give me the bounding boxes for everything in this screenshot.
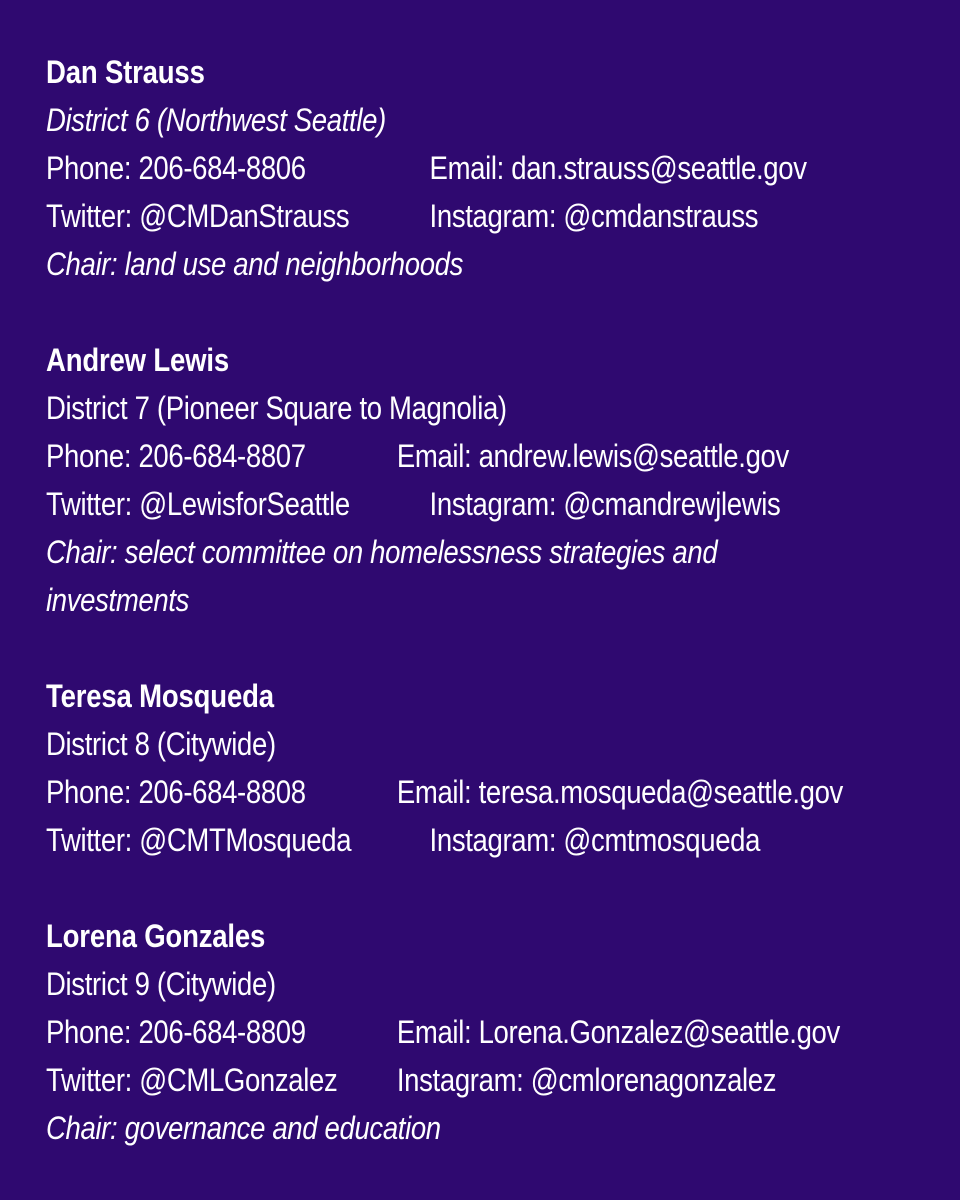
member-chair: Chair: land use and neighborhoods — [46, 246, 464, 282]
member-andrew-lewis — [46, 336, 960, 624]
member-phone: Phone: 206-684-8808 — [46, 774, 306, 810]
member-twitter: Twitter: @LewisforSeattle — [46, 486, 350, 522]
member-instagram: Instagram: @cmdanstrauss — [429, 198, 759, 234]
contact-row-phone-email — [46, 432, 832, 480]
member-twitter: Twitter: @CMDanStrauss — [46, 198, 350, 234]
contact-row-social — [46, 1056, 832, 1104]
member-instagram: Instagram: @cmandrewjlewis — [429, 486, 781, 522]
member-twitter: Twitter: @CMTMosqueda — [46, 822, 352, 858]
member-phone: Phone: 206-684-8807 — [46, 438, 306, 474]
contact-row-social — [46, 192, 832, 240]
member-teresa-mosqueda — [46, 672, 960, 864]
member-chair: Chair: select committee on homelessness strategies and investments — [46, 534, 718, 618]
member-email: Email: teresa.mosqueda@seattle.gov — [396, 774, 843, 810]
member-name: Lorena Gonzales — [46, 918, 266, 954]
member-email: Email: Lorena.Gonzalez@seattle.gov — [396, 1014, 840, 1050]
contact-row-phone-email — [46, 144, 832, 192]
member-lorena-gonzales — [46, 912, 960, 1152]
member-district: District 6 (Northwest Seattle) — [46, 102, 386, 138]
member-phone: Phone: 206-684-8809 — [46, 1014, 306, 1050]
member-instagram: Instagram: @cmlorenagonzalez — [396, 1062, 777, 1098]
member-phone: Phone: 206-684-8806 — [46, 150, 306, 186]
member-email: Email: andrew.lewis@seattle.gov — [396, 438, 789, 474]
contact-row-phone-email — [46, 768, 843, 816]
member-instagram: Instagram: @cmtmosqueda — [429, 822, 761, 858]
member-twitter: Twitter: @CMLGonzalez — [46, 1062, 338, 1098]
contact-row-social — [46, 480, 832, 528]
member-name: Dan Strauss — [46, 54, 205, 90]
member-name: Andrew Lewis — [46, 342, 229, 378]
member-district: District 9 (Citywide) — [46, 966, 276, 1002]
member-district: District 8 (Citywide) — [46, 726, 276, 762]
contact-row-phone-email — [46, 1008, 840, 1056]
member-dan-strauss — [46, 48, 960, 288]
member-name: Teresa Mosqueda — [46, 678, 274, 714]
member-email: Email: dan.strauss@seattle.gov — [429, 150, 807, 186]
contact-row-social — [46, 816, 832, 864]
member-chair: Chair: governance and education — [46, 1110, 441, 1146]
member-district: District 7 (Pioneer Square to Magnolia) — [46, 390, 507, 426]
